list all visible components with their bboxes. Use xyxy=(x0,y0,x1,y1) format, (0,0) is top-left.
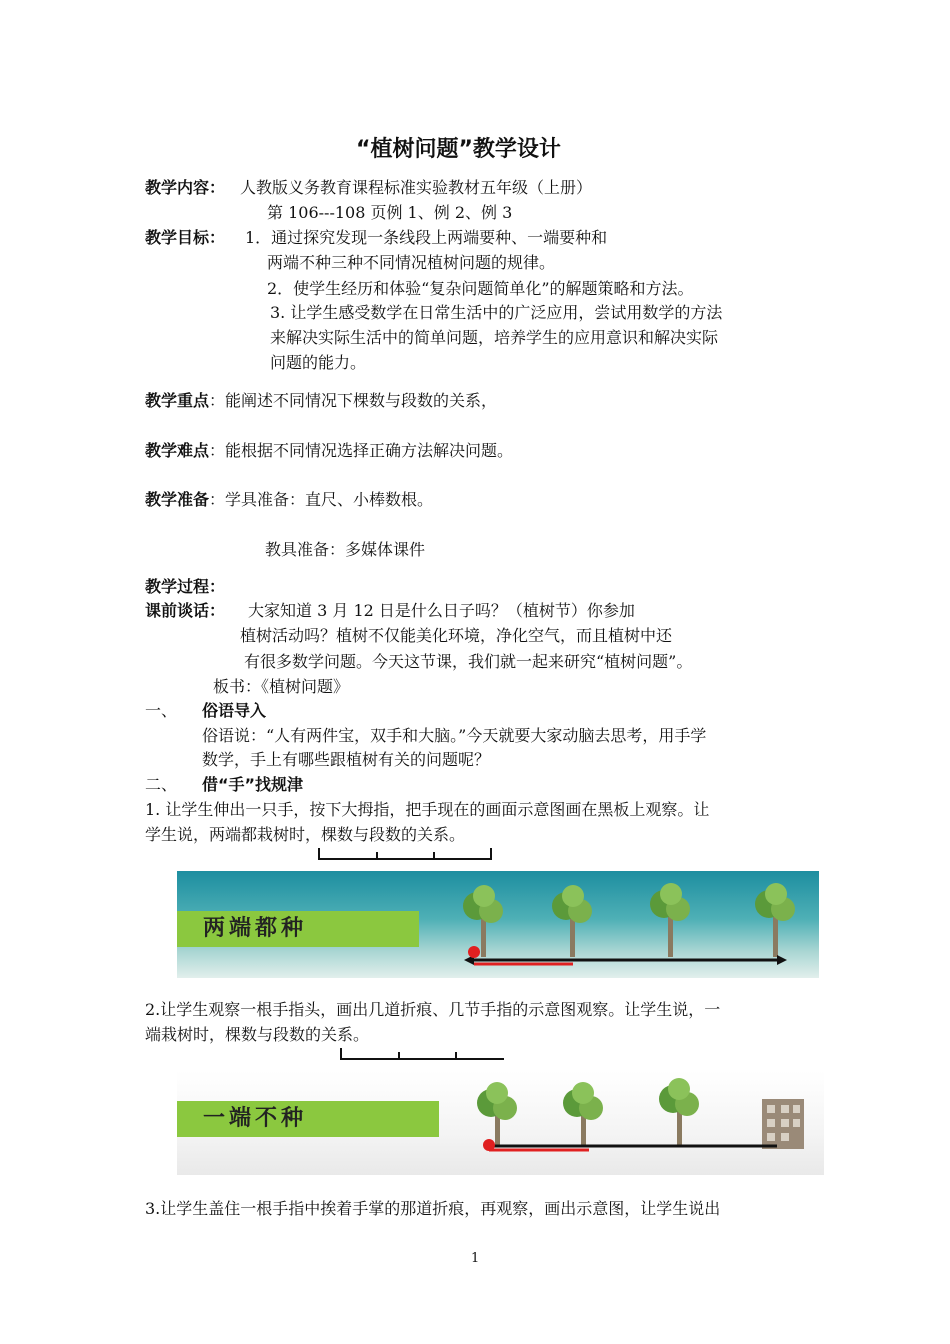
key-point xyxy=(145,391,497,411)
goals-label: 教学目标： xyxy=(145,228,226,247)
banner-one-end xyxy=(177,1071,824,1175)
content-label: 教学内容： xyxy=(145,178,226,197)
section-1-line-2: 数学，手上有哪些跟植树有关的问题呢？ xyxy=(202,750,491,769)
page-number: 1 xyxy=(471,1251,480,1266)
goal-1-line-1: 1．通过探究发现一条线段上两端要种、一端要种和 xyxy=(245,228,608,247)
segment-sketch-one-end xyxy=(336,1046,506,1062)
difficult-point xyxy=(145,441,513,461)
goal-2: 2．使学生经历和体验“复杂问题简单化”的解题策略和方法。 xyxy=(267,279,694,298)
section-2-number: 二、 xyxy=(145,775,178,794)
tree-icon xyxy=(755,883,795,957)
talk-line-1: 大家知道 3 月 12 日是什么日子吗？（植树节）你参加 xyxy=(248,601,635,620)
content-line-1: 人教版义务教育课程标准实验教材五年级（上册） xyxy=(240,178,593,197)
page-title: “植树问题”教学设计 xyxy=(356,137,561,162)
section-1-title: 俗语导入 xyxy=(202,701,267,720)
banner-both-ends xyxy=(177,871,819,978)
building-icon xyxy=(762,1099,804,1149)
prep-label: 教学准备 xyxy=(145,490,210,509)
section-1-line-1: 俗语说：“人有两件宝，双手和大脑。”今天就要大家动脑去思考，用手学 xyxy=(202,726,707,745)
preparation xyxy=(145,490,433,510)
tree-icon xyxy=(563,1082,603,1145)
paragraph-1-line-2: 学生说，两端都栽树时，棵数与段数的关系。 xyxy=(145,825,466,844)
talk-label: 课前谈话： xyxy=(145,601,226,620)
goal-3-line-2: 来解决实际生活中的简单问题，培养学生的应用意识和解决实际 xyxy=(270,328,719,347)
goal-3-line-3: 问题的能力。 xyxy=(270,353,367,372)
paragraph-2-line-1: 2.让学生观察一根手指头，画出几道折痕、几节手指的示意图观察。让学生说，一 xyxy=(145,1000,721,1019)
process-label: 教学过程： xyxy=(145,577,226,596)
difficult-text: ：能根据不同情况选择正确方法解决问题。 xyxy=(209,441,514,460)
tree-icon xyxy=(552,885,592,957)
goal-1-line-2: 两端不种三种不同情况植树问题的规律。 xyxy=(267,253,556,272)
tree-icon xyxy=(650,883,690,957)
paragraph-3-line-1: 3.让学生盖住一根手指中挨着手掌的那道折痕，再观察，画出示意图，让学生说出 xyxy=(145,1199,721,1218)
board-text: 板书：《植树问题》 xyxy=(213,677,350,696)
paragraph-1-line-1: 1. 让学生伸出一只手，按下大拇指，把手现在的画面示意图画在黑板上观察。让 xyxy=(145,800,710,819)
prep-text-2: 教具准备：多媒体课件 xyxy=(265,540,426,559)
tree-row-both-ends xyxy=(177,871,819,978)
segment-sketch-both-ends xyxy=(314,846,496,862)
tree-icon xyxy=(463,885,503,957)
talk-line-3: 有很多数学问题。今天这节课，我们就一起来研究“植树问题”。 xyxy=(244,652,693,671)
content-line-2: 第 106---108 页例 1、例 2、例 3 xyxy=(267,203,513,222)
banner-one-end-label: 一端不种 xyxy=(177,1101,439,1137)
banner-both-ends-label: 两端都种 xyxy=(177,911,419,947)
key-text: ：能阐述不同情况下棵数与段数的关系， xyxy=(209,391,498,410)
difficult-label: 教学难点 xyxy=(145,441,210,460)
section-2-title: 借“手”找规津 xyxy=(202,775,304,794)
talk-line-2: 植树活动吗？植树不仅能美化环境，净化空气，而且植树中还 xyxy=(240,626,673,645)
goal-3-line-1: 3. 让学生感受数学在日常生活中的广泛应用，尝试用数学的方法 xyxy=(270,303,723,322)
key-label: 教学重点 xyxy=(145,391,210,410)
prep-text-1: ：学具准备：直尺、小棒数根。 xyxy=(209,490,434,509)
tree-icon xyxy=(659,1078,699,1145)
tree-icon xyxy=(477,1082,517,1145)
tree-row-one-end xyxy=(177,1071,824,1175)
paragraph-2-line-2: 端栽树时，棵数与段数的关系。 xyxy=(145,1025,370,1044)
section-1-number: 一、 xyxy=(145,701,178,720)
